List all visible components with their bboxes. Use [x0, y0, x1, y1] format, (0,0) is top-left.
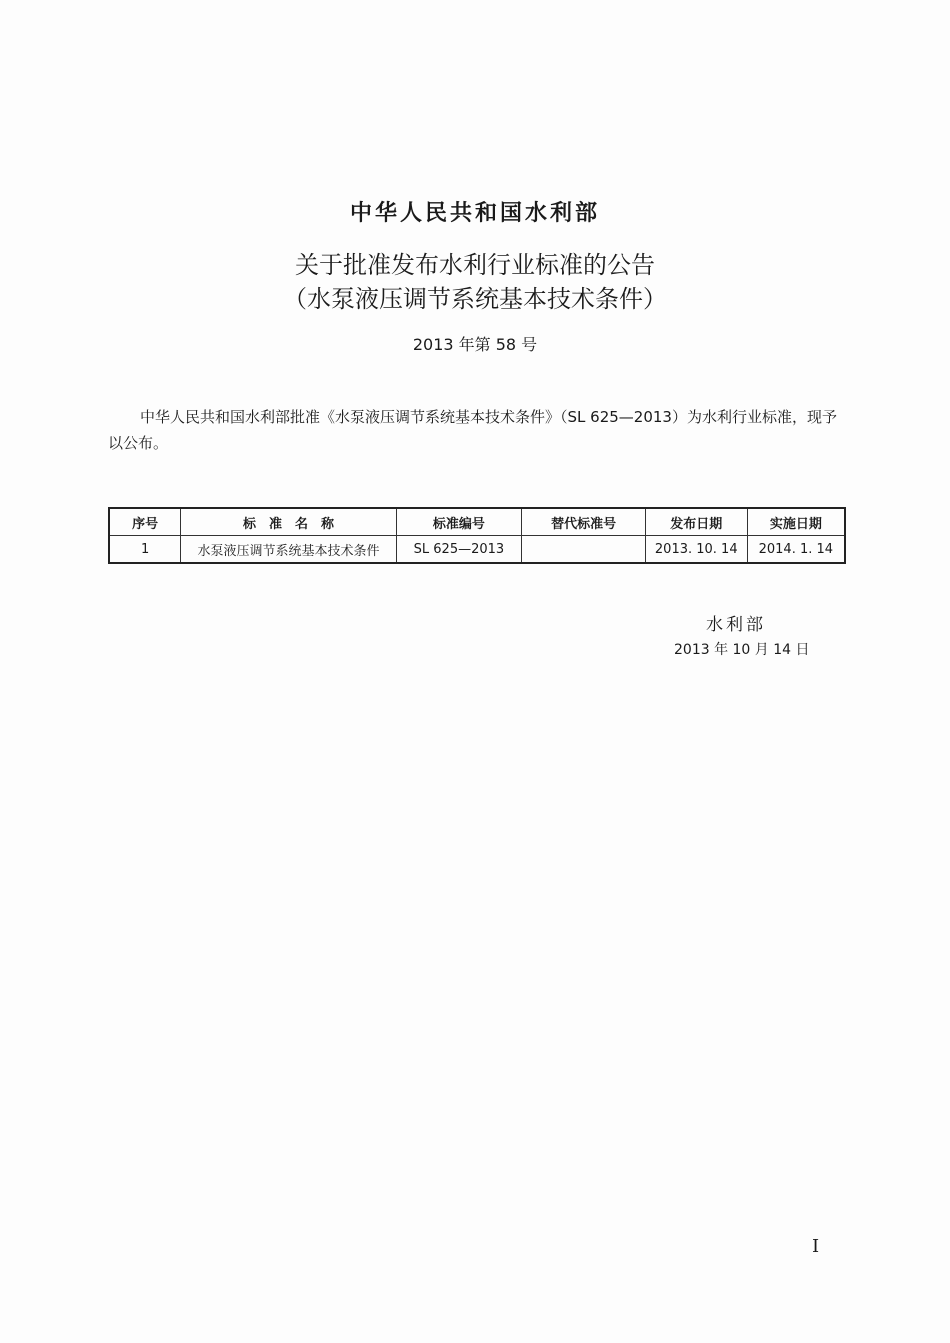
signature-date: 2013 年 10 月 14 日	[674, 642, 810, 658]
issuing-ministry: 中华人民共和国水利部	[349, 200, 600, 226]
signature-block	[674, 610, 814, 659]
notice-body: 中华人民共和国水利部批准《水泵液压调节系统基本技术条件》（SL 625—2013）为水利行业标准，现予以公布。	[108, 408, 837, 452]
notice-title-line2: （水泵液压调节系统基本技术条件）	[283, 285, 667, 313]
cell-std-code: SL 625—2013	[396, 536, 522, 564]
page-number: I	[812, 1236, 820, 1257]
notice-number: 2013 年第 58 号	[412, 335, 538, 354]
header-std-name: 标 准 名 称	[181, 508, 396, 536]
cell-release-date: 2013. 10. 14	[645, 536, 747, 564]
notice-title-line1: 关于批准发布水利行业标准的公告	[295, 251, 655, 279]
signature-org: 水利部	[706, 615, 766, 635]
table-header-row	[109, 508, 845, 536]
header-effective-date: 实施日期	[747, 508, 845, 536]
header-replaced-code: 替代标准号	[522, 508, 646, 536]
standards-table	[108, 507, 846, 564]
cell-seq: 1	[109, 536, 181, 564]
cell-effective-date: 2014. 1. 14	[747, 536, 845, 564]
cell-std-name: 水泵液压调节系统基本技术条件	[181, 536, 396, 564]
header-seq: 序号	[109, 508, 181, 536]
header-release-date: 发布日期	[645, 508, 747, 536]
header-std-code: 标准编号	[396, 508, 522, 536]
cell-replaced-code	[522, 536, 646, 564]
table-row	[109, 536, 845, 564]
notice-title	[0, 248, 950, 316]
